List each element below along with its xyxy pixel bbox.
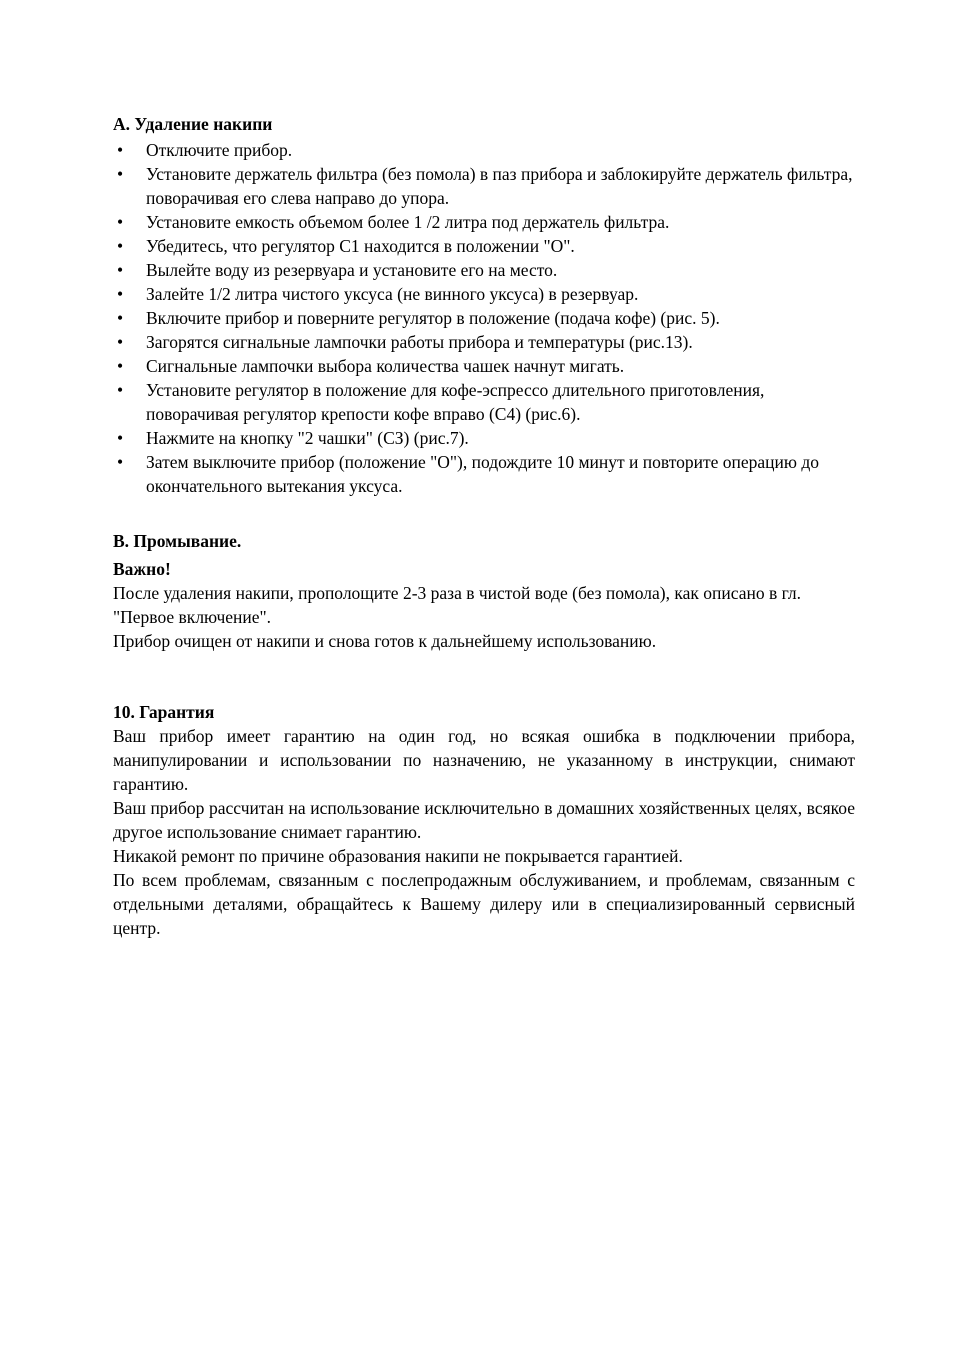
descaling-step: • Залейте 1/2 литра чистого уксуса (не винного уксуса) в резервуар.: [113, 282, 855, 306]
descaling-step: • Установите регулятор в положение для кофе-эспрессо длительного приготовления, поворачивая регулятор крепости кофе вправо (С4) (рис.6).: [113, 378, 855, 426]
rinsing-heading: В. Промывание.: [113, 531, 242, 551]
descaling-heading: А. Удаление накипи: [113, 114, 273, 134]
descaling-step: • Затем выключите прибор (положение "О"), подождите 10 минут и повторите операцию до окончательного вытекания уксуса.: [113, 450, 855, 498]
descaling-step: • Установите емкость объемом более 1 /2 литра под держатель фильтра.: [113, 210, 855, 234]
warranty-heading: 10. Гарантия: [113, 702, 215, 722]
page-content: [113, 112, 855, 940]
descaling-step: • Сигнальные лампочки выбора количества чашек начнут мигать.: [113, 354, 855, 378]
important-label: Важно!: [113, 559, 171, 579]
rinsing-paragraph: После удаления накипи, прополощите 2-3 раза в чистой воде (без помола), как описано в гл. "Первое включение".: [113, 583, 801, 627]
warranty-paragraph: Ваш прибор рассчитан на использование исключительно в домашних хозяйственных целях, всякое другое использование снимает гарантию.: [113, 798, 855, 842]
rinsing-paragraph: Прибор очищен от накипи и снова готов к дальнейшему использованию.: [113, 631, 657, 651]
descaling-steps-list: [113, 138, 855, 498]
descaling-step: • Установите держатель фильтра (без помола) в паз прибора и заблокируйте держатель фильтра, поворачивая его слева направо до упора.: [113, 162, 855, 210]
warranty-paragraph: По всем проблемам, связанным с послепродажным обслуживанием, и проблемам, связанным с отдельными деталями, обращайтесь к Вашему дилеру или в специализированный сервисный центр.: [113, 870, 855, 938]
descaling-step: • Нажмите на кнопку "2 чашки" (СЗ) (рис.7).: [113, 426, 855, 450]
descaling-step: • Отключите прибор.: [113, 138, 855, 162]
section-warranty: [113, 700, 855, 940]
section-descaling: [113, 112, 855, 498]
warranty-paragraph: Никакой ремонт по причине образования накипи не покрывается гарантией.: [113, 846, 683, 866]
descaling-step: • Загорятся сигнальные лампочки работы прибора и температуры (рис.13).: [113, 330, 855, 354]
section-rinsing: [113, 529, 855, 653]
descaling-step: • Включите прибор и поверните регулятор в положение (подача кофе) (рис. 5).: [113, 306, 855, 330]
descaling-step: • Убедитесь, что регулятор С1 находится в положении "О".: [113, 234, 855, 258]
descaling-step: • Вылейте воду из резервуара и установите его на место.: [113, 258, 855, 282]
warranty-paragraph: Ваш прибор имеет гарантию на один год, но всякая ошибка в подключении прибора, манипулировании и использовании по назначению, не указанному в инструкции, снимают гарантию.: [113, 726, 855, 794]
